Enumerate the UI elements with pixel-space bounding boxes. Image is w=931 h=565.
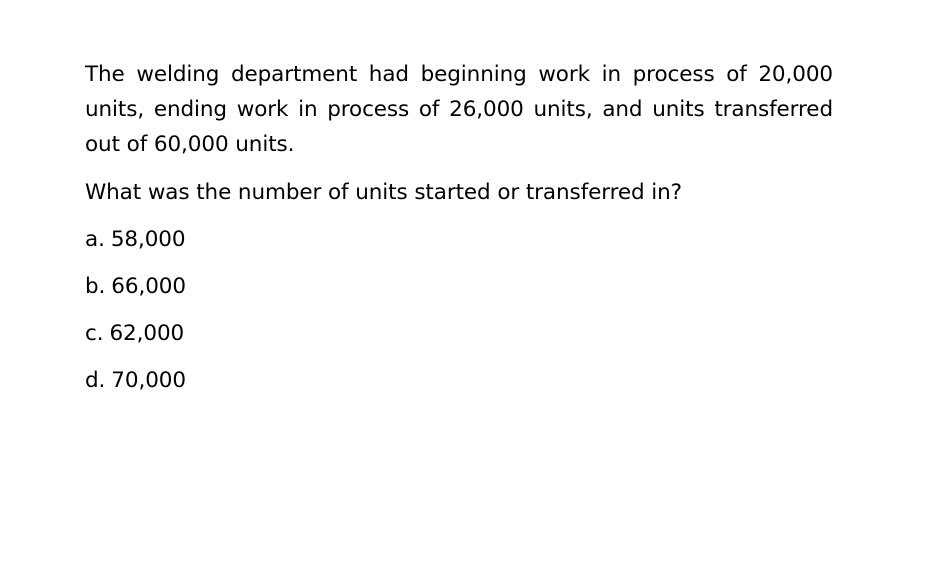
question-stem: The welding department had beginning work in process of 20,000 units, ending work in process of 26,000 units, and units transferred out of 60,000 units. [85,62,833,157]
option-letter: d. [85,368,106,393]
option-text: 70,000 [111,368,186,393]
answer-option-b[interactable] [85,269,833,304]
option-letter: c. [85,321,104,346]
answer-option-a[interactable] [85,222,833,257]
answer-option-c[interactable] [85,316,833,351]
option-text: 66,000 [111,274,186,299]
answer-options [85,222,833,398]
question-prompt: What was the number of units started or transferred in? [85,180,682,205]
option-letter: a. [85,227,105,252]
answer-option-d[interactable] [85,363,833,398]
option-text: 58,000 [110,227,186,252]
option-letter: b. [85,274,106,299]
question-card [85,57,833,410]
option-text: 62,000 [109,321,185,346]
